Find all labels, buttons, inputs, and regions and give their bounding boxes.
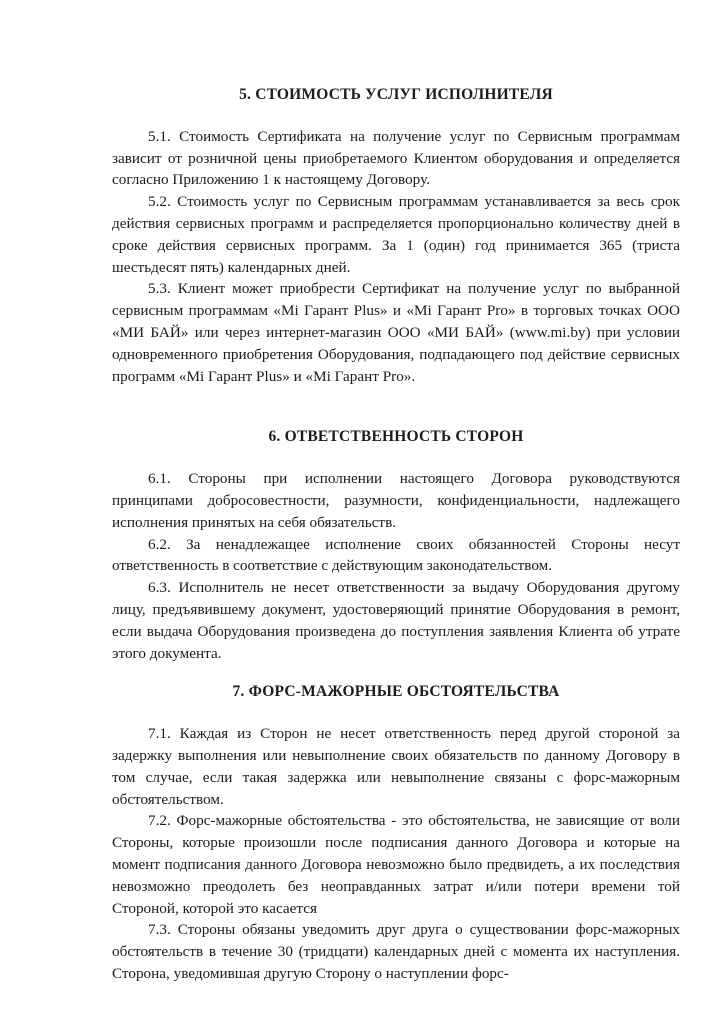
paragraph-7-2: 7.2. Форс-мажорные обстоятельства - это обстоятельства, не зависящие от воли Стороны, которые произошли после подписания данного Договора и которые на момент подписания данного Договора невозможно было предвидеть, а их последствия невозможно преодолеть без неоправданных затрат и/или потери времени той Стороной, которой это касается [112, 812, 680, 917]
paragraph-6-2: 6.2. За ненадлежащее исполнение своих обязанностей Стороны несут ответственность в соответствие с действующим законодательством. [112, 535, 680, 575]
paragraph-6-1: 6.1. Стороны при исполнении настоящего Договора руководствуются принципами добросовестности, разумности, конфиденциальности, надлежащего исполнения принятых на себя обязательств. [112, 470, 680, 531]
paragraph-5-1: 5.1. Стоимость Сертификата на получение услуг по Сервисным программам зависит от розничной цены приобретаемого Клиентом оборудования и определяется согласно Приложению 1 к настоящему Договору. [112, 127, 680, 189]
paragraph-5-2: 5.2. Стоимость услуг по Сервисным программам устанавливается за весь срок действия сервисных программ и распределяется пропорционально количеству дней в сроке действия сервисных программ. За 1 (один) год принимается 365 (триста шестьдесят пять) календарных дней. [112, 193, 680, 276]
paragraph-7-3: 7.3. Стороны обязаны уведомить друг друга о существовании форс-мажорных обстоятельств в течение 30 (тридцати) календарных дней с момента их наступления. Сторона, уведомившая другую Сторону о наступлении форс- [112, 921, 680, 982]
document-page [112, 84, 680, 985]
paragraph-6-3: 6.3. Исполнитель не несет ответственности за выдачу Оборудования другому лицу, предъявившему документ, удостоверяющий принятие Оборудования в ремонт, если выдача Оборудования произведена до поступления заявления Клиента об утрате этого документа. [112, 579, 680, 662]
section-5-title: 5. СТОИМОСТЬ УСЛУГ ИСПОЛНИТЕЛЯ [239, 86, 553, 103]
paragraph-5-3: 5.3. Клиент может приобрести Сертификат на получение услуг по выбранной сервисным программам «Mi Гарант Plus» и «Mi Гарант Pro» в торговых точках ООО «МИ БАЙ» или через интернет-магазин ООО «МИ БАЙ» (www.mi.by) при условии одновременного приобретения Оборудования, подпадающего под действие сервисных программ «Mi Гарант Plus» и «Mi Гарант Pro». [112, 280, 680, 385]
section-7-title: 7. ФОРС-МАЖОРНЫЕ ОБСТОЯТЕЛЬСТВА [232, 683, 560, 701]
paragraph-7-1: 7.1. Каждая из Сторон не несет ответственность перед другой стороной за задержку выполнения или невыполнение своих обязательств по данному Договору в том случае, если такая задержка или невыполнение связаны с форс-мажорным обстоятельством. [112, 725, 680, 808]
section-6-title: 6. ОТВЕТСТВЕННОСТЬ СТОРОН [268, 428, 524, 446]
